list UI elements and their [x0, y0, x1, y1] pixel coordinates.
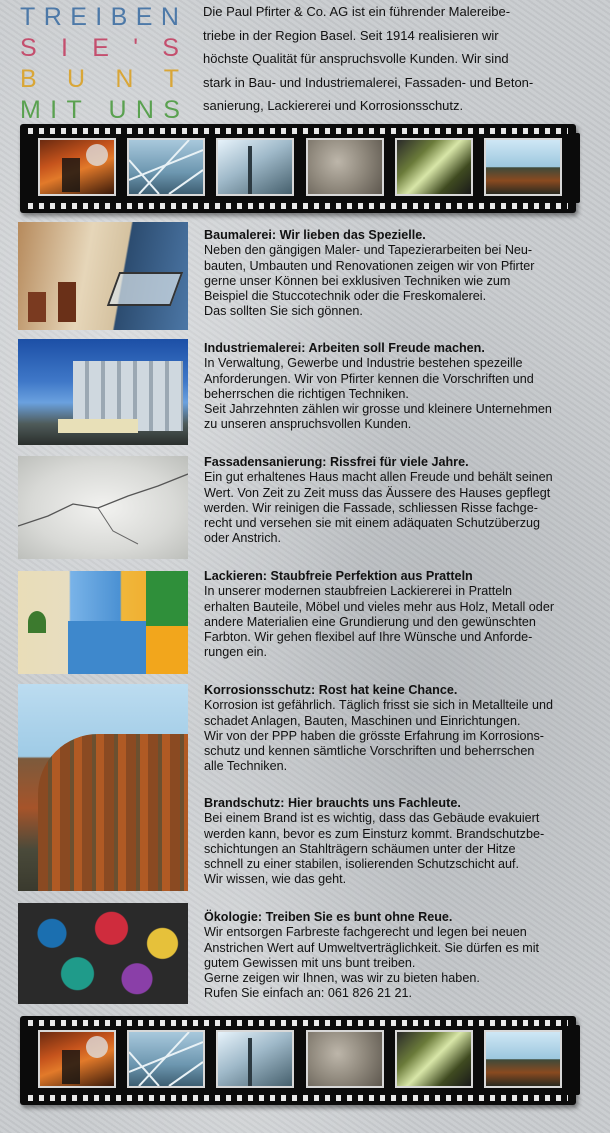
section-line: oder Anstrich. — [204, 531, 282, 546]
section-line: In Verwaltung, Gewerbe und Industrie bestehen spezeille — [204, 356, 523, 371]
section-line: beherrschen die richtigen Techniken. — [204, 386, 409, 401]
section-title: Fassadensanierung: Rissfrei für viele Jahre. — [204, 455, 469, 469]
section-line: schutz und kennen sämtliche Vorschriften und beherrschen — [204, 744, 535, 759]
section-line: Bei einem Brand ist es wichtig, dass das Gebäude evakuiert — [204, 811, 540, 826]
industrial-silos-photo — [18, 339, 188, 445]
frame-light-photo[interactable] — [216, 138, 294, 196]
logo-row-3 — [20, 64, 180, 95]
section-line: Wir wissen, wie das geht. — [204, 872, 347, 887]
lacquer-hall-photo — [18, 571, 188, 674]
section-title: Lackieren: Staubfreie Perfektion aus Pratteln — [204, 569, 473, 583]
logo-letter: U — [66, 65, 87, 93]
section-baumalerei — [204, 228, 589, 320]
intro-paragraph — [203, 0, 593, 118]
section-line: zu unseren anspruchsvollen Kunden. — [204, 417, 412, 432]
section-line: Wir von der PPP haben die grösste Erfahrung im Korrosions- — [204, 728, 544, 743]
film-frames — [38, 1030, 562, 1091]
logo-letter — [91, 95, 99, 126]
section-line: Wert. Von Zeit zu Zeit muss das Äussere des Hauses gepflegt — [204, 485, 551, 500]
logo-letter: E — [70, 3, 88, 31]
film-perforation — [28, 1095, 568, 1101]
logo-row-2 — [20, 33, 180, 64]
section-line: In unserer modernen staubfreien Lackiererei in Pratteln — [204, 584, 513, 599]
logo-letter: N — [115, 65, 135, 93]
frame-graffiti-photo[interactable] — [395, 138, 473, 196]
section-title: Ökologie: Treiben Sie es bunt ohne Reue. — [204, 910, 453, 924]
logo-letter: N — [160, 3, 180, 31]
section-line: schnell zu einer stabilen, isolierenden Schutzschicht auf. — [204, 857, 520, 872]
section-line: alle Techniken. — [204, 759, 288, 774]
logo-letter: U — [108, 96, 127, 124]
film-end-cap — [568, 133, 580, 203]
rusty-silo-photo — [18, 684, 188, 891]
section-line: Gerne zeigen wir Ihnen, was wir zu bieten haben. — [204, 971, 480, 986]
frame-silo-photo[interactable] — [484, 138, 562, 196]
section-line: Anstrichen Wert auf Umweltverträglichkeit. Sie dürfen es mit — [204, 940, 540, 955]
section-line: schadet Anlagen, Bauten, Maschinen und Einrichtungen. — [204, 713, 521, 728]
section-line: Beispiel die Stuccotechnik oder die Freskomalerei. — [204, 289, 487, 304]
section-line: Farbton. Wir gehen flexibel auf Ihre Wünsche und Anforde- — [204, 630, 533, 645]
logo-letter: T — [163, 65, 180, 93]
section-line: Das sollten Sie sich gönnen. — [204, 304, 363, 319]
logo-letter: E — [135, 3, 154, 31]
section-line: Wir entsorgen Farbreste fachgerecht und legen bei neuen — [204, 925, 527, 940]
film-perforation — [28, 203, 568, 209]
section-line: schichtungen an Stahlträgern schäumen unter der Hitze — [204, 841, 516, 856]
frame-glass-roof-photo[interactable] — [127, 138, 205, 196]
section-line: bauten, Umbauten und Renovationen zeigen wir von Pfirter — [204, 258, 535, 273]
logo-letter: E — [92, 34, 110, 62]
section-line: Neben den gängigen Maler- und Tapezierarbeiten bei Neu- — [204, 243, 533, 258]
logo-treiben-sies-bunt — [20, 2, 180, 126]
section-line: rungen ein. — [204, 645, 268, 660]
section-line: werden. Wir reinigen die Fassade, schliessen Risse fachge- — [204, 500, 538, 515]
film-end-cap — [568, 1025, 580, 1095]
section-line: recht und versehen sie mit einem adäquaten Schutzüberzug — [204, 516, 541, 531]
section-title: Korrosionsschutz: Rost hat keine Chance. — [204, 683, 458, 697]
logo-letter: T — [66, 96, 82, 124]
section-line: werden kann, bevor es zum Einsturz kommt. Brandschutzbe- — [204, 826, 545, 841]
section-line: Korrosion ist gefährlich. Täglich frisst sie sich in Metallteile und — [204, 698, 554, 713]
section-line: Rufen Sie einfach an: 061 826 21 21. — [204, 986, 412, 1001]
logo-letter: I — [95, 3, 104, 31]
frame-light-photo[interactable] — [216, 1030, 294, 1088]
logo-row-4 — [20, 95, 180, 126]
section-line: Ein gut erhaltenes Haus macht allen Freude und behält seinen — [204, 470, 553, 485]
section-lackieren — [204, 569, 589, 661]
section-line: Seit Jahrzehnten zählen wir grosse und kleinere Unternehmen — [204, 402, 552, 417]
section-line: andere Materialien eine Grundierung und den gewünschten — [204, 614, 536, 629]
frame-painter-photo[interactable] — [38, 1030, 116, 1088]
logo-letter: B — [20, 65, 38, 93]
film-perforation — [28, 1020, 568, 1026]
logo-letter: ' — [133, 34, 139, 62]
film-frames — [38, 138, 562, 199]
filmstrip-bottom — [20, 1016, 576, 1105]
intro-line: Die Paul Pfirter & Co. AG ist ein führender Malereibe- — [203, 4, 511, 19]
section-oekologie — [204, 910, 589, 1002]
logo-letter: S — [20, 34, 38, 62]
section-title: Brandschutz: Hier brauchts uns Fachleute. — [204, 796, 461, 810]
logo-letter: T — [20, 3, 37, 31]
logo-letter: R — [43, 3, 63, 31]
paint-buckets-photo — [18, 903, 188, 1004]
intro-line: sanierung, Lackiererei und Korrosionsschutz. — [203, 98, 464, 113]
frame-painter-photo[interactable] — [38, 138, 116, 196]
logo-row-1 — [20, 2, 180, 33]
frame-glass-roof-photo[interactable] — [127, 1030, 205, 1088]
section-industriemalerei — [204, 341, 589, 433]
filmstrip-top — [20, 124, 576, 213]
section-title: Baumalerei: Wir lieben das Spezielle. — [204, 228, 426, 242]
logo-letter: S — [163, 96, 180, 124]
logo-letter: M — [20, 96, 41, 124]
section-brandschutz — [204, 796, 589, 888]
frame-concrete-photo[interactable] — [306, 1030, 384, 1088]
section-line: gerne unser Können bei exklusiven Techniken wie zum — [204, 273, 511, 288]
building-facade-photo — [18, 222, 188, 330]
section-fassadensanierung — [204, 455, 589, 547]
frame-graffiti-photo[interactable] — [395, 1030, 473, 1088]
section-title: Industriemalerei: Arbeiten soll Freude machen. — [204, 341, 485, 355]
intro-line: stark in Bau- und Industriemalerei, Fassaden- und Beton- — [203, 74, 534, 90]
logo-letter: I — [60, 34, 69, 62]
logo-letter: I — [50, 96, 58, 124]
logo-letter: B — [110, 3, 129, 31]
section-line: erhalten Bauteile, Möbel und vieles mehr aus Holz, Metall oder — [204, 599, 555, 614]
logo-letter: N — [135, 96, 154, 124]
section-korrosionsschutz — [204, 683, 589, 775]
section-line: Anforderungen. Wir von Pfirter kennen die Vorschriften und — [204, 371, 534, 386]
intro-line: triebe in der Region Basel. Seit 1914 realisieren wir — [203, 27, 499, 43]
section-line: gutem Gewissen mit uns bunt treiben. — [204, 955, 416, 970]
intro-line: höchste Qualität für anspruchsvolle Kunden. Wir sind — [203, 51, 509, 66]
frame-silo-photo[interactable] — [484, 1030, 562, 1088]
logo-letter: S — [162, 34, 180, 62]
cracked-wall-photo — [18, 456, 188, 559]
frame-concrete-photo[interactable] — [306, 138, 384, 196]
film-perforation — [28, 128, 568, 134]
